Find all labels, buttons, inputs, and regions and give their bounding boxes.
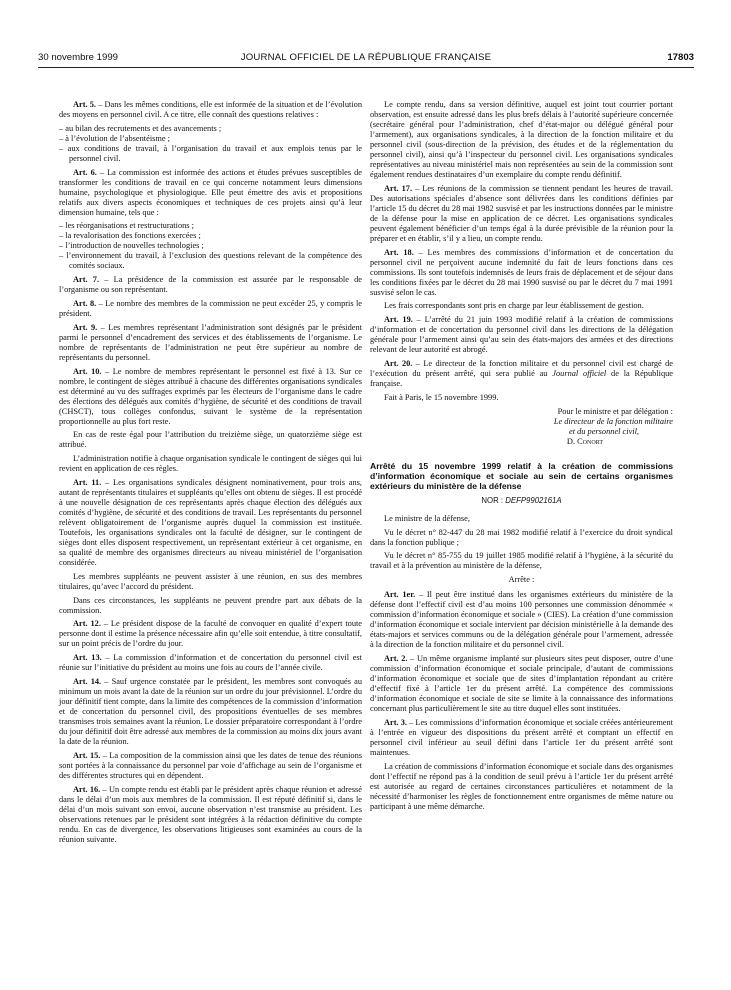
right-column [370, 100, 673, 816]
article-17 [370, 184, 673, 244]
article-13 [59, 653, 362, 673]
article-5 [59, 100, 362, 120]
article-text: – Un même organisme implanté sur plusieurs sites peut disposer, outre d’une commission d’information économique et sociale principale, d’autant de commissions d’information économique et sociale que de sites d’implantation répondant au critère d’effectif fixé à l’article 1er du présent arrêté. La compétence des commissions d’information économique et sociale de site se limite à la connaissance des informations concernant plus particulièrement le site au titre duquel elles sont instituées. [370, 654, 673, 714]
article-label: Art. 18. [384, 247, 414, 257]
article-label: Art. 10. [73, 366, 102, 376]
article-label: Art. 19. [384, 315, 413, 325]
header-date: 30 novembre 1999 [38, 52, 119, 63]
article-label: Art. 16. [73, 784, 101, 794]
signature-line-1: Pour le ministre et par délégation : [557, 406, 673, 416]
article-7 [59, 275, 362, 295]
signature-block [370, 407, 673, 447]
article-text: – Les organisations syndicales désignent nominativement, pour trois ans, autant de représentants titulaires et suppléants qu’elles ont obtenu de sièges. Il est procédé à une nouvelle désignation de ces représentants après chaque élection des délégués aux comités d’hygiène, de sécurité et des conditions de travail. Les représentants du personnel relèvent obligatoirement de l’organisme auprès duquel la commission est instituée. Toutefois, les organisations syndicales ont la faculté de désigner, sur le contingent de sièges dont elles disposent respectivement, un représentant extérieur à cet organisme, en sa qualité de membre des organismes directeurs au niveau ministériel de l’organisation considérée. [59, 477, 362, 567]
article-label: Art. 1er. [384, 590, 416, 600]
article-text: – Le nombre de membres représentant le personnel est fixé à 13. Sur ce nombre, le contingent de sièges attribué à chacune des différentes organisations syndicales est déterminé au vu des suffrages exprimés par les électeurs de l’organisme dans le cadre des élections des délégués aux comités d’hygiène, de sécurité et des conditions de travail (CHSCT), tous collèges confondus, suivant le système de la représentation proportionnelle au plus fort reste. [59, 366, 362, 426]
article-text: – La présidence de la commission est assurée par le responsable de l’organisme ou son représentant. [59, 275, 362, 295]
page-header [38, 52, 694, 68]
article-label: Art. 14. [73, 676, 102, 686]
fait-a-paris: Fait à Paris, le 15 novembre 1999. [384, 392, 499, 402]
list-item: – l’environnement du travail, à l’exclusion des questions relevant de la compétence des comités sociaux. [59, 251, 362, 271]
article-label: Art. 11. [73, 477, 102, 487]
article-18-paragraph-2: Les frais correspondants sont pris en charge par leur établissement de gestion. [384, 301, 644, 311]
article-10 [59, 367, 362, 427]
article-11-paragraph-2: Les membres suppléants ne peuvent assister à une réunion, en sus des membres titulaires, qu’avec l’accord du président. [59, 571, 362, 591]
new-article-3 [370, 718, 673, 758]
article-label: Art. 13. [73, 653, 102, 663]
article-label: Art. 8. [73, 298, 97, 308]
article-text: – Les membres des commissions d’information et de concertation du personnel civil ne perçoivent aucune indemnité du fait de leurs fonctions dans ces commissions. Ils sont toutefois indemnisés de leurs frais de déplacement et de séjour dans les conditions fixées par le décret du 28 mai 1990 susvisé ou par le décret du 7 mai 1991 susvisé selon le cas. [370, 247, 673, 297]
article-text: – Les réunions de la commission se tiennent pendant les heures de travail. Des autorisations spéciales d’absence sont délivrées dans les conditions définies par l’article 15 du décret du 28 mai 1982 susvisé et par les instructions données par le ministre de la défense pour la mise en application de ce décret. Les organisations syndicales peuvent également bénéficier d’un temps égal à la durée prévisible de la réunion pour la préparer et en établir, s’il y a lieu, un compte rendu. [370, 183, 674, 243]
list-item: – au bilan des recrutements et des avancements ; [59, 123, 222, 133]
article-18 [370, 248, 673, 298]
article-text: – Le directeur de la fonction militaire et du personnel civil est chargé de l’exécution du présent arrêté, qui sera publié au [370, 358, 674, 378]
header-rule [38, 67, 694, 68]
article-5-list [59, 124, 362, 164]
article-text-end: de la République française. [370, 368, 673, 388]
list-item: – à l’évolution de l’absentéisme ; [59, 133, 170, 143]
arrete-title: Arrêté du 15 novembre 1999 relatif à la création de commissions d’information économique et sociale au sein de certains organismes extérieurs du ministère de la défense [370, 460, 673, 492]
visa-minister: Le ministre de la défense, [384, 513, 470, 523]
visa-decree-1982: Vu le décret n° 82-447 du 28 mai 1982 modifié relatif à l’exercice du droit syndical dans la fonction publique ; [370, 527, 673, 547]
article-text: – Les membres représentant l’administration sont désignés par le président parmi le personnel d’encadrement des services et des établissements de l’organisme. Le nombre de représentants de l’administration ne peut être supérieur au nombre de représentants du personnel. [59, 322, 362, 362]
article-19 [370, 315, 673, 355]
article-text: – Un compte rendu est établi par le président après chaque réunion et adressé dans le délai d’un mois aux membres de la commission. Il est réputé définitif si, dans le délai d’un mois suivant son envoi, aucune observation n’est transmise au président. Les observations retenues par le président sont intégrées à la rédaction définitive du compte rendu. En cas de divergence, les observations litigieuses sont examinées au cours de la réunion suivante. [59, 784, 363, 844]
left-column [59, 100, 362, 848]
new-article-3-paragraph-2: La création de commissions d’information économique et sociale dans des organismes dont l’effectif ne répond pas à la condition de seuil prévu à l’article 1er du présent arrêté est autorisée au regard de certaines circonstances particulières et notamment de la nécessité d’harmoniser les règles de fonctionnement entre organismes de même nature ou participant à une même démarche. [370, 761, 673, 811]
article-10-paragraph-2: En cas de reste égal pour l’attribution du treizième siège, un quatorzième siège est attribué. [59, 430, 362, 450]
header-page-number: 17803 [667, 52, 694, 63]
nor-value: DEFP9902161A [505, 495, 562, 505]
signature-line-2: Le directeur de la fonction militaire [553, 416, 673, 426]
article-text: – Sauf urgence constatée par le président, les membres sont convoqués au minimum un mois avant la date de la réunion sur un ordre du jour prévisionnel. L’ordre du jour définitif tient compte, dans la limite des compétences de la commission d’information et de concertation du personnel civil, des propositions éventuelles de ses membres transmises trois semaines avant la réunion. Le dossier préparatoire correspondant à l’ordre du jour définitif doit être adressé aux membres de la commission au moins dix jours avant la date de la réunion. [59, 676, 363, 746]
nor-label: NOR : [481, 495, 506, 505]
article-label: Art. 17. [384, 183, 413, 193]
article-label: Art. 6. [73, 167, 97, 177]
article-text: – Le président dispose de la faculté de convoquer en qualité d’expert toute personne dont il estime la présence nécessaire afin qu’elle soit entendue, à titre consultatif, sur un point précis de l’ordre du jour. [59, 619, 363, 649]
article-label: Art. 12. [73, 619, 101, 629]
list-item: – la revalorisation des fonctions exercées ; [59, 231, 201, 241]
article-20 [370, 359, 673, 389]
article-label: Art. 9. [73, 322, 98, 332]
article-label: Art. 7. [73, 275, 100, 285]
article-6 [59, 168, 362, 218]
article-11 [59, 478, 362, 568]
article-label: Art. 15. [73, 750, 101, 760]
article-15 [59, 751, 362, 781]
article-10-paragraph-3: L’administration notifie à chaque organisation syndicale le contingent de sièges qui lui revient en application de ces règles. [59, 454, 362, 474]
article-label: Art. 2. [384, 654, 408, 664]
compte-rendu-paragraph: Le compte rendu, dans sa version définitive, auquel est joint tout courrier portant observation, est ensuite adressé dans les plus brefs délais à l’autorité supérieure concernée (secrétaire général pour l’administration, chef d’état-major ou délégué général pour l’armement), aux organisations syndicales, à la direction de la fonction militaire et du personnel civil (sous-direction de la prévision, des études et de la réglementation du personnel civil), ainsi qu’à l’inspecteur du personnel civil. Les organisations syndicales représentatives au niveau ministériel mais non représentées au sein de la commission sont également rendues destinataires d’un exemplaire du compte rendu définitif. [370, 100, 673, 179]
new-article-1 [370, 590, 673, 650]
article-6-list [59, 221, 362, 271]
article-label: Art. 20. [384, 358, 413, 368]
article-11-paragraph-3: Dans ces circonstances, les suppléants ne peuvent prendre part aux débats de la commission. [59, 595, 362, 615]
article-label: Art. 5. [73, 100, 97, 109]
article-text: – L’arrêté du 21 juin 1993 modifié relatif à la création de commissions d’information et de concertation du personnel civil dans les directions de la délégation générale pour l’armement ainsi qu’au sein des états-majors des armées et des directions relevant de leur autorité est abrogé. [370, 315, 674, 355]
article-text: – La commission d’information et de concertation du personnel civil est réunie sur l’initiative du président au moins une fois au cours de l’année civile. [59, 653, 362, 673]
article-label: Art. 3. [384, 717, 407, 727]
article-12 [59, 619, 362, 649]
new-article-2 [370, 654, 673, 714]
article-14 [59, 677, 362, 747]
article-text: – Il peut être institué dans les organismes extérieurs du ministère de la défense dont l’effectif civil est d’au moins 100 personnes une commission dénommée « commission d’information économique et sociale » (CIES). La création d’une commission d’information économique et sociale intervient par décision ministérielle à la demande des états-majors et services communs ou de la délégation générale pour l’armement, adressée à la direction de la fonction militaire et du personnel civil. [370, 590, 674, 650]
nor-reference [370, 496, 673, 506]
list-item: – aux conditions de travail, à l’organisation du travail et aux emplois tenus par le personnel civil. [59, 143, 362, 163]
list-item: – les réorganisations et restructurations ; [59, 221, 194, 231]
list-item: – l’introduction de nouvelles technologies ; [59, 241, 204, 251]
signature-line-3: et du personnel civil, [569, 426, 639, 436]
header-journal-title: JOURNAL OFFICIEL DE LA RÉPUBLIQUE FRANÇAISE [240, 52, 492, 63]
article-text: – Le nombre des membres de la commission ne peut excéder 25, y compris le président. [59, 298, 362, 318]
article-9 [59, 323, 362, 363]
visa-decree-1985: Vu le décret n° 85-755 du 19 juillet 1985 modifié relatif à l’hygiène, à la sécurité du travail et à la prévention au ministère de la défense, [370, 551, 673, 571]
arrete-heading: Arrête : [508, 575, 535, 585]
article-text: – La composition de la commission ainsi que les dates de tenue des réunions sont portées à la connaissance du personnel par voie d’affichage au sein de l’organisme et des différentes structures qui en dépendent. [59, 750, 362, 780]
article-8 [59, 299, 362, 319]
article-text: – La commission est informée des actions et études prévues susceptibles de transformer les conditions de travail en ce qui concerne notamment leurs dimensions humaine, psychologique et physiologique. Elle peut émettre des avis et propositions relatifs aux divers aspects économiques et techniques de ces projets ainsi qu’à leur dimension humaine, tels que : [59, 167, 362, 217]
journal-officiel-ref: Journal officiel [552, 368, 607, 378]
article-text: – Les commissions d’information économique et sociale créées antérieurement à l’entrée en vigueur des dispositions du présent arrêté et comptant un effectif en personnel civil inférieur au seuil défini dans l’article 1er du présent arrêté sont maintenues. [370, 717, 673, 757]
article-16 [59, 785, 362, 845]
article-text: – Dans les mêmes conditions, elle est informée de la situation et de l’évolution des moyens en personnel civil. A ce titre, elle connaît des questions relatives : [59, 100, 363, 119]
signatory-name: D. Conort [566, 436, 603, 446]
